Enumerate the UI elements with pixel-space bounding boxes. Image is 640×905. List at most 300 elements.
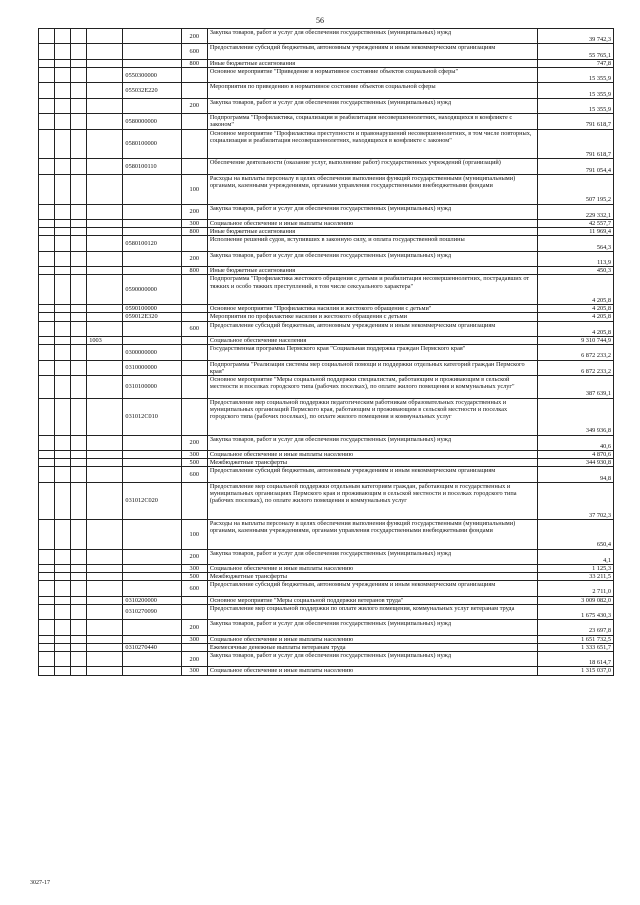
expense-name: Социальное обеспечение населения: [207, 336, 537, 344]
blank-col: [71, 459, 87, 467]
amount: 37 702,3: [537, 482, 613, 519]
table-row: [39, 482, 614, 519]
section-code: [87, 236, 123, 251]
amount: 791 618,7: [537, 114, 613, 129]
section-code: [87, 482, 123, 519]
table-row: [39, 305, 614, 313]
expense-type-code: [181, 482, 207, 519]
amount: 6 872 233,2: [537, 360, 613, 375]
blank-col: [39, 114, 55, 129]
section-code: [87, 643, 123, 651]
expense-type-code: [181, 114, 207, 129]
section-code: [87, 459, 123, 467]
expense-type-code: 200: [181, 29, 207, 44]
section-code: [87, 67, 123, 82]
blank-col: [39, 519, 55, 549]
blank-col: [39, 44, 55, 59]
amount: 229 332,1: [537, 204, 613, 219]
section-code: [87, 360, 123, 375]
expense-name: Обеспечение деятельности (оказание услуг, выполнение работ) государственных учреждений (организаций): [207, 159, 537, 174]
expense-name: Предоставление мер социальной поддержки отдельным категориям граждан, работающим в государственных и муниципальных организациях Пермского края и проживающим в сельской местности и поселках городского типа (рабочих поселках), по оплате жилого помещения и коммунальных услуг: [207, 482, 537, 519]
blank-col: [71, 67, 87, 82]
blank-col: [71, 581, 87, 596]
section-code: [87, 345, 123, 360]
blank-col: [71, 375, 87, 398]
amount: 2 711,0: [537, 581, 613, 596]
section-code: [87, 159, 123, 174]
target-article-code: [123, 267, 181, 275]
table-row: [39, 321, 614, 336]
table-row: [39, 174, 614, 204]
blank-col: [71, 549, 87, 564]
amount: 3 009 082,0: [537, 596, 613, 604]
blank-col: [55, 228, 71, 236]
section-code: [87, 174, 123, 204]
amount: 55 765,1: [537, 44, 613, 59]
blank-col: [55, 450, 71, 458]
blank-col: [39, 620, 55, 635]
table-row: [39, 635, 614, 643]
blank-col: [55, 129, 71, 159]
page-number: 56: [316, 16, 324, 25]
expense-type-code: [181, 345, 207, 360]
blank-col: [39, 236, 55, 251]
expense-type-code: 200: [181, 652, 207, 667]
target-article-code: 0590000000: [123, 275, 181, 305]
blank-col: [55, 236, 71, 251]
blank-col: [55, 159, 71, 174]
blank-col: [39, 549, 55, 564]
amount: 23 697,8: [537, 620, 613, 635]
expense-type-code: [181, 604, 207, 619]
blank-col: [71, 129, 87, 159]
target-article-code: 0580100000: [123, 129, 181, 159]
blank-col: [55, 652, 71, 667]
expense-type-code: 200: [181, 251, 207, 266]
table-row: [39, 467, 614, 482]
expense-name: Предоставление субсидий бюджетным, автономным учреждениям и иным некоммерческим организациям: [207, 581, 537, 596]
expense-name: Закупка товаров, работ и услуг для обеспечения государственных (муниципальных) нужд: [207, 549, 537, 564]
expense-type-code: 300: [181, 564, 207, 572]
section-code: [87, 228, 123, 236]
target-article-code: [123, 620, 181, 635]
section-code: [87, 129, 123, 159]
blank-col: [39, 459, 55, 467]
expense-name: Основное мероприятие "Профилактика насилия и жестокого обращения с детьми": [207, 305, 537, 313]
blank-col: [39, 360, 55, 375]
blank-col: [55, 398, 71, 435]
blank-col: [71, 83, 87, 98]
target-article-code: [123, 450, 181, 458]
expense-name: Подпрограмма "Профилактика, социализация и реабилитация несовершеннолетних, находящихся в конфликте с законом": [207, 114, 537, 129]
target-article-code: [123, 564, 181, 572]
blank-col: [71, 204, 87, 219]
expense-name: Предоставление субсидий бюджетным, автономным учреждениям и иным некоммерческим организациям: [207, 44, 537, 59]
blank-col: [71, 345, 87, 360]
section-code: [87, 44, 123, 59]
amount: 507 195,2: [537, 174, 613, 204]
section-code: [87, 305, 123, 313]
table-row: [39, 59, 614, 67]
blank-col: [55, 620, 71, 635]
table-row: [39, 581, 614, 596]
expense-type-code: 100: [181, 174, 207, 204]
section-code: [87, 635, 123, 643]
expense-name: Закупка товаров, работ и услуг для обеспечения государственных (муниципальных) нужд: [207, 435, 537, 450]
blank-col: [71, 321, 87, 336]
section-code: [87, 604, 123, 619]
amount: 1 675 430,3: [537, 604, 613, 619]
target-article-code: 0310100000: [123, 375, 181, 398]
table-row: [39, 360, 614, 375]
expense-type-code: 300: [181, 450, 207, 458]
table-row: [39, 83, 614, 98]
section-code: [87, 581, 123, 596]
amount: 4 205,8: [537, 305, 613, 313]
blank-col: [71, 114, 87, 129]
amount: 18 614,7: [537, 652, 613, 667]
expense-name: Предоставление мер социальной поддержки педагогическим работникам образовательных государственных и муниципальных организаций Пермского края, работающим и проживающим в сельской местности и поселках городского типа (рабочих поселках), по оплате жилого помещения и коммунальных услуг: [207, 398, 537, 435]
expense-type-code: 800: [181, 59, 207, 67]
blank-col: [55, 174, 71, 204]
blank-col: [39, 652, 55, 667]
blank-col: [71, 251, 87, 266]
blank-col: [55, 204, 71, 219]
amount: 4 205,8: [537, 321, 613, 336]
blank-col: [55, 459, 71, 467]
blank-col: [39, 375, 55, 398]
table-row: [39, 643, 614, 651]
amount: 11 969,4: [537, 228, 613, 236]
expense-type-code: [181, 596, 207, 604]
expense-type-code: 600: [181, 467, 207, 482]
blank-col: [71, 360, 87, 375]
blank-col: [55, 98, 71, 113]
target-article-code: 0310270090: [123, 604, 181, 619]
expense-name: Государственная программа Пермского края "Социальная поддержка граждан Пермского края": [207, 345, 537, 360]
expense-type-code: 300: [181, 635, 207, 643]
expense-name: Предоставление мер социальной поддержки по оплате жилого помещения, коммунальных услуг ветеранам труда: [207, 604, 537, 619]
target-article-code: [123, 549, 181, 564]
expense-type-code: 600: [181, 321, 207, 336]
blank-col: [39, 604, 55, 619]
expense-type-code: [181, 643, 207, 651]
target-article-code: [123, 467, 181, 482]
amount: 9 310 744,9: [537, 336, 613, 344]
blank-col: [55, 114, 71, 129]
blank-col: [71, 667, 87, 675]
section-code: [87, 398, 123, 435]
expense-name: Иные бюджетные ассигнования: [207, 267, 537, 275]
blank-col: [71, 159, 87, 174]
target-article-code: 031012С020: [123, 482, 181, 519]
blank-col: [55, 643, 71, 651]
target-article-code: [123, 573, 181, 581]
amount: 349 936,8: [537, 398, 613, 435]
blank-col: [71, 482, 87, 519]
blank-col: [55, 219, 71, 227]
section-code: [87, 519, 123, 549]
amount: 40,6: [537, 435, 613, 450]
target-article-code: 031012С010: [123, 398, 181, 435]
section-code: [87, 251, 123, 266]
blank-col: [55, 59, 71, 67]
target-article-code: [123, 29, 181, 44]
blank-col: [71, 275, 87, 305]
target-article-code: [123, 44, 181, 59]
table-row: [39, 204, 614, 219]
blank-col: [39, 450, 55, 458]
blank-col: [71, 573, 87, 581]
expense-name: Межбюджетные трансферты: [207, 573, 537, 581]
blank-col: [39, 467, 55, 482]
blank-col: [39, 435, 55, 450]
section-code: [87, 620, 123, 635]
expense-type-code: [181, 375, 207, 398]
table-row: [39, 459, 614, 467]
expense-type-code: [181, 398, 207, 435]
expense-name: Закупка товаров, работ и услуг для обеспечения государственных (муниципальных) нужд: [207, 251, 537, 266]
blank-col: [55, 44, 71, 59]
amount: 387 639,1: [537, 375, 613, 398]
table-row: [39, 450, 614, 458]
table-row: [39, 129, 614, 159]
blank-col: [39, 29, 55, 44]
target-article-code: [123, 581, 181, 596]
blank-col: [55, 305, 71, 313]
expense-name: Закупка товаров, работ и услуг для обеспечения государственных (муниципальных) нужд: [207, 98, 537, 113]
section-code: 1003: [87, 336, 123, 344]
target-article-code: 0310270440: [123, 643, 181, 651]
expense-name: Основное мероприятие "Профилактика преступности и правонарушений несовершеннолетних, в том числе повторных, социализация и реабилитация несовершеннолетних, находящихся в конфликте с законом": [207, 129, 537, 159]
table-row: [39, 620, 614, 635]
blank-col: [39, 345, 55, 360]
table-row: [39, 667, 614, 675]
target-article-code: [123, 635, 181, 643]
blank-col: [55, 83, 71, 98]
section-code: [87, 98, 123, 113]
amount: 15 355,9: [537, 83, 613, 98]
table-row: [39, 236, 614, 251]
amount: 1 651 732,5: [537, 635, 613, 643]
blank-col: [71, 219, 87, 227]
target-article-code: [123, 59, 181, 67]
blank-col: [55, 667, 71, 675]
blank-col: [71, 236, 87, 251]
blank-col: [71, 267, 87, 275]
blank-col: [39, 398, 55, 435]
amount: 344 930,8: [537, 459, 613, 467]
target-article-code: [123, 219, 181, 227]
blank-col: [55, 604, 71, 619]
section-code: [87, 573, 123, 581]
blank-col: [71, 44, 87, 59]
target-article-code: 0300000000: [123, 345, 181, 360]
expense-type-code: 200: [181, 98, 207, 113]
blank-col: [39, 83, 55, 98]
expense-type-code: 200: [181, 435, 207, 450]
blank-col: [39, 667, 55, 675]
blank-col: [39, 596, 55, 604]
amount: 1 125,3: [537, 564, 613, 572]
section-code: [87, 114, 123, 129]
section-code: [87, 467, 123, 482]
blank-col: [71, 652, 87, 667]
amount: 791 054,4: [537, 159, 613, 174]
amount: 6 872 233,2: [537, 345, 613, 360]
blank-col: [55, 267, 71, 275]
blank-col: [71, 228, 87, 236]
expense-name: Расходы на выплаты персоналу в целях обеспечения выполнения функций государственными (муниципальными) органами, казенными учреждениями, органами управления государственными внебюджетными фондами: [207, 519, 537, 549]
target-article-code: 0580100110: [123, 159, 181, 174]
blank-col: [39, 573, 55, 581]
target-article-code: 0310000000: [123, 360, 181, 375]
expense-name: Основное мероприятие "Меры социальной поддержки специалистам, работающим и проживающим в сельской местности и поселках городского типа (рабочих поселках), по оплате жилого помещения и коммунальных услуг": [207, 375, 537, 398]
amount: 94,8: [537, 467, 613, 482]
blank-col: [39, 275, 55, 305]
expense-name: Расходы на выплаты персоналу в целях обеспечения выполнения функций государственными (муниципальными) органами, казенными учреждениями, органами управления государственными внебюджетными фондами: [207, 174, 537, 204]
amount: 1 315 037,0: [537, 667, 613, 675]
blank-col: [55, 581, 71, 596]
blank-col: [55, 596, 71, 604]
table-row: [39, 604, 614, 619]
expense-name: Социальное обеспечение и иные выплаты населению: [207, 635, 537, 643]
blank-col: [39, 305, 55, 313]
expense-type-code: [181, 236, 207, 251]
expense-type-code: 200: [181, 549, 207, 564]
section-code: [87, 321, 123, 336]
section-code: [87, 564, 123, 572]
amount: 33 211,5: [537, 573, 613, 581]
table-row: [39, 275, 614, 305]
section-code: [87, 29, 123, 44]
expense-name: Основное мероприятие "Меры социальной поддержки ветеранов труда": [207, 596, 537, 604]
blank-col: [71, 519, 87, 549]
blank-col: [55, 549, 71, 564]
expense-type-code: 800: [181, 267, 207, 275]
target-article-code: [123, 321, 181, 336]
blank-col: [71, 564, 87, 572]
amount: 4 205,8: [537, 275, 613, 305]
amount: 1 333 651,7: [537, 643, 613, 651]
table-row: [39, 67, 614, 82]
table-row: [39, 652, 614, 667]
blank-col: [39, 564, 55, 572]
target-article-code: [123, 204, 181, 219]
blank-col: [55, 375, 71, 398]
amount: 15 355,9: [537, 67, 613, 82]
expense-name: Социальное обеспечение и иные выплаты населению: [207, 667, 537, 675]
budget-table-body: [39, 29, 614, 676]
expense-name: Предоставление субсидий бюджетным, автономным учреждениям и иным некоммерческим организациям: [207, 321, 537, 336]
blank-col: [55, 360, 71, 375]
blank-col: [55, 635, 71, 643]
target-article-code: [123, 459, 181, 467]
expense-name: Социальное обеспечение и иные выплаты населению: [207, 450, 537, 458]
blank-col: [39, 219, 55, 227]
blank-col: [71, 604, 87, 619]
blank-col: [55, 29, 71, 44]
expense-type-code: [181, 83, 207, 98]
target-article-code: 055032Е220: [123, 83, 181, 98]
expense-type-code: [181, 313, 207, 321]
expense-type-code: 200: [181, 204, 207, 219]
table-row: [39, 159, 614, 174]
blank-col: [55, 573, 71, 581]
table-row: [39, 573, 614, 581]
expense-type-code: 600: [181, 44, 207, 59]
expense-type-code: 500: [181, 459, 207, 467]
blank-col: [71, 643, 87, 651]
blank-col: [55, 321, 71, 336]
expense-name: Ежемесячные денежные выплаты ветеранам труда: [207, 643, 537, 651]
target-article-code: 0550300000: [123, 67, 181, 82]
expense-name: Исполнение решений судов, вступивших в законную силу, и оплата государственной пошлины: [207, 236, 537, 251]
section-code: [87, 596, 123, 604]
table-row: [39, 564, 614, 572]
expense-type-code: [181, 305, 207, 313]
target-article-code: [123, 228, 181, 236]
blank-col: [55, 67, 71, 82]
blank-col: [71, 450, 87, 458]
blank-col: [55, 482, 71, 519]
blank-col: [55, 435, 71, 450]
amount: 4 205,8: [537, 313, 613, 321]
expense-type-code: [181, 360, 207, 375]
section-code: [87, 59, 123, 67]
expense-name: Подпрограмма "Профилактика жестокого обращения с детьми и реабилитация несовершеннолетних, пострадавших от тяжких и особо тяжких преступлений, в том числе сексуального характера": [207, 275, 537, 305]
blank-col: [71, 305, 87, 313]
table-row: [39, 114, 614, 129]
section-code: [87, 275, 123, 305]
expense-type-code: 500: [181, 573, 207, 581]
blank-col: [71, 59, 87, 67]
blank-col: [71, 596, 87, 604]
target-article-code: [123, 336, 181, 344]
expense-type-code: [181, 129, 207, 159]
blank-col: [39, 98, 55, 113]
expense-name: Закупка товаров, работ и услуг для обеспечения государственных (муниципальных) нужд: [207, 652, 537, 667]
blank-col: [71, 29, 87, 44]
expense-name: Подпрограмма "Реализация системы мер социальной помощи и поддержки отдельных категорий граждан Пермского края": [207, 360, 537, 375]
section-code: [87, 667, 123, 675]
table-row: [39, 98, 614, 113]
amount: 450,3: [537, 267, 613, 275]
expense-type-code: 600: [181, 581, 207, 596]
target-article-code: [123, 667, 181, 675]
table-row: [39, 251, 614, 266]
blank-col: [71, 435, 87, 450]
table-row: [39, 398, 614, 435]
blank-col: [71, 313, 87, 321]
blank-col: [39, 67, 55, 82]
table-row: [39, 596, 614, 604]
target-article-code: [123, 98, 181, 113]
blank-col: [55, 564, 71, 572]
table-row: [39, 375, 614, 398]
blank-col: [71, 174, 87, 204]
blank-col: [39, 643, 55, 651]
budget-table: [38, 28, 614, 676]
amount: 650,4: [537, 519, 613, 549]
section-code: [87, 549, 123, 564]
blank-col: [39, 635, 55, 643]
expense-name: Межбюджетные трансферты: [207, 459, 537, 467]
target-article-code: 0580100120: [123, 236, 181, 251]
blank-col: [71, 336, 87, 344]
document-code: 3027-17: [30, 880, 50, 886]
target-article-code: [123, 251, 181, 266]
